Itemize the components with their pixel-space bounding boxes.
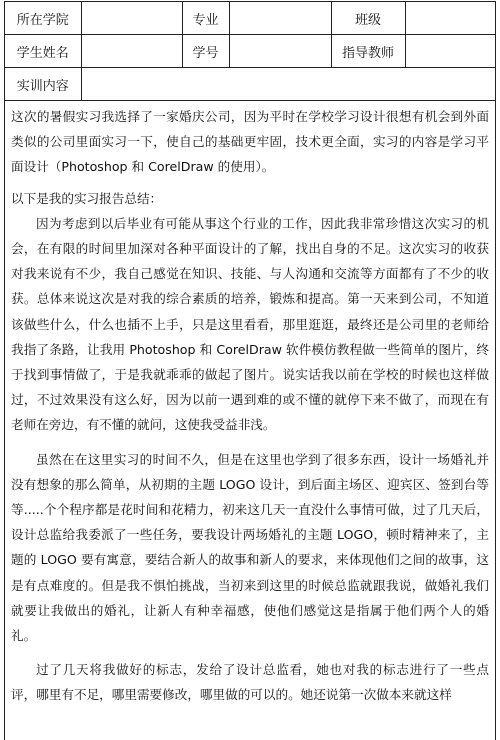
student-name-label: 学生姓名 (5, 35, 81, 68)
advisor-field[interactable] (405, 35, 495, 68)
student-name-field[interactable] (81, 35, 182, 68)
paragraph-reflection: 因为考虑到以后毕业有可能从事这个行业的工作，因此我非常珍惜这次实习的机会，在有限的时间里加深对各种平面设计的了解，找出自身的不足。这次实习的收获对我来说有不少，我自己感觉在知识、技能、与人沟通和交流等方面都有了不少的收获。总体来说这次是对我的综合素质的培养，锻炼和提高。第一天来到公司，不知道该做些什么，什么也插不上手，只是这里看看，那里逛逛，最终还是公司里的老师给我指了条路，让我用 Photoshop 和 CorelDraw 软件模仿教程做一些简单的图片，终于找到事情做了，于是我就乖乖的做起了图片。说实话我以前在学校的时候也这样做过，不过效果没有这么好，因为以前一遇到难的或不懂的就停下来不做了，而现在有老师在旁边，有不懂的就问，这使我受益非浅。 (11, 215, 489, 433)
training-content-field[interactable] (81, 68, 495, 101)
class-label: 班级 (331, 2, 405, 35)
report-sheet (4, 1, 496, 740)
info-row-3 (5, 68, 495, 101)
major-field[interactable] (229, 2, 331, 35)
paragraph-intro: 这次的暑假实习我选择了一家婚庆公司，因为平时在学校学习设计很想有机会到外面类似的公司里面实习一下，使自己的基础更牢固，技术更全面，实习的内容是学习平面设计（Photoshop 和 CorelDraw 的使用）。 (11, 109, 489, 175)
major-label: 专业 (182, 2, 229, 35)
paragraph-feedback: 过了几天将我做好的标志，发给了设计总监看，她也对我的标志进行了一些点评，哪里有不足，哪里需要修改，哪里做的可以的。她还说第一次做本来就这样 (11, 662, 489, 703)
paragraph-summary-heading: 以下是我的实习报告总结： (11, 190, 163, 206)
info-row-1 (5, 2, 495, 35)
student-id-label: 学号 (182, 35, 229, 68)
info-table (5, 2, 495, 101)
info-row-2 (5, 35, 495, 68)
advisor-label: 指导教师 (331, 35, 405, 68)
paragraph-wedding-design: 虽然在在这里实习的时间不久，但是在这里也学到了很多东西，设计一场婚礼并没有想象的那么简单，从初期的主题 LOGO 设计，到后面主场区、迎宾区、签到台等等.....个个程序都是花时间和花精力，初来这几天一直没什么事情可做，过了几天后，设计总监给我委派了一些任务，要我设计两场婚礼的主题 LOGO，顿时精神来了，主题的 LOGO 要有寓意，要结合新人的故事和新人的要求，来体现他们之间的故事，这是有点难度的。但是我不惧怕挑战，当初来到这里的时候总监就跟我说，做婚礼我们就要让我做出的婚礼，让新人有种幸福感，使他们感觉这是指属于他们两个人的婚礼。 (11, 451, 489, 644)
training-content-label: 实训内容 (5, 68, 81, 101)
student-id-field[interactable] (229, 35, 331, 68)
class-field[interactable] (405, 2, 495, 35)
report-body (5, 104, 495, 708)
school-label: 所在学院 (5, 2, 81, 35)
school-field[interactable] (81, 2, 182, 35)
